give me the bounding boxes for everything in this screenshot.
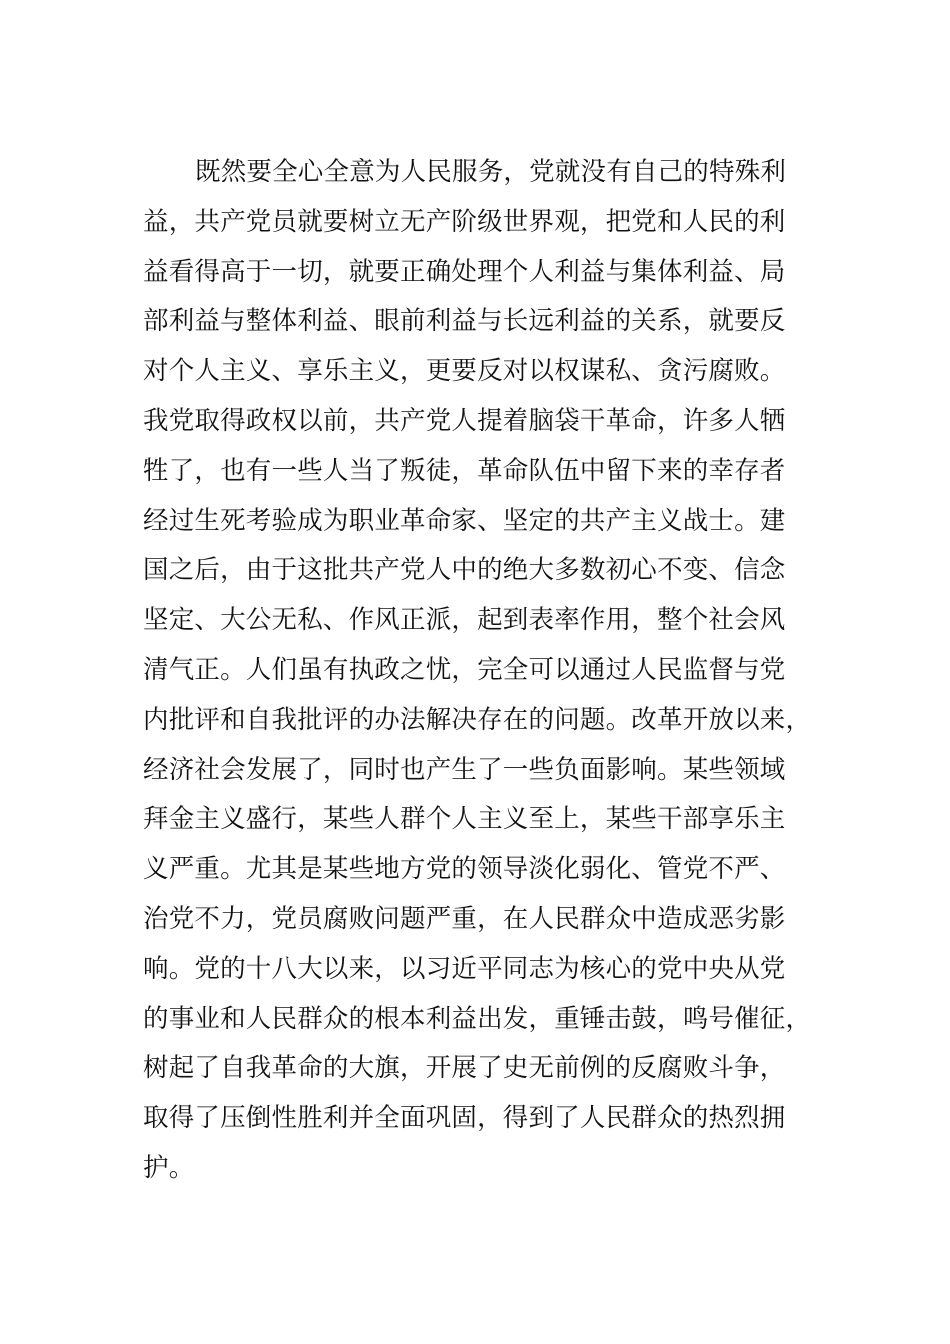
paragraph-line: 经过生死考验成为职业革命家、坚定的共产主义战士。建	[143, 505, 786, 536]
paragraph-line: 响。党的十八大以来，以习近平同志为核心的党中央从党	[143, 953, 786, 984]
paragraph-line: 治党不力，党员腐败问题严重，在人民群众中造成恶劣影	[143, 903, 786, 934]
paragraph-line: 义严重。尤其是某些地方党的领导淡化弱化、管党不严、	[143, 854, 786, 885]
paragraph-line: 内批评和自我批评的办法解决存在的问题。改革开放以来，	[143, 704, 812, 735]
paragraph-line: 取得了压倒性胜利并全面巩固，得到了人民群众的热烈拥	[143, 1103, 786, 1134]
paragraph-line: 清气正。人们虽有执政之忧，完全可以通过人民监督与党	[143, 654, 786, 685]
paragraph-line: 树起了自我革命的大旗，开展了史无前例的反腐败斗争，	[143, 1053, 786, 1084]
paragraph-line: 益，共产党员就要树立无产阶级世界观，把党和人民的利	[143, 206, 786, 237]
paragraph-line: 拜金主义盛行，某些人群个人主义至上，某些干部享乐主	[143, 804, 786, 835]
paragraph-line: 国之后，由于这批共产党人中的绝大多数初心不变、信念	[143, 555, 786, 586]
body-paragraph	[143, 148, 813, 1194]
paragraph-line: 部利益与整体利益、眼前利益与长远利益的关系，就要反	[143, 306, 786, 337]
paragraph-line: 益看得高于一切，就要正确处理个人利益与集体利益、局	[143, 256, 786, 287]
paragraph-line: 我党取得政权以前，共产党人提着脑袋干革命，许多人牺	[143, 405, 786, 436]
paragraph-line: 护。	[143, 1152, 195, 1183]
paragraph-line: 既然要全心全意为人民服务，党就没有自己的特殊利	[195, 157, 787, 187]
paragraph-line: 坚定、大公无私、作风正派，起到表率作用，整个社会风	[143, 605, 786, 636]
paragraph-line: 对个人主义、享乐主义，更要反对以权谋私、贪污腐败。	[143, 356, 786, 387]
paragraph-line: 经济社会发展了，同时也产生了一些负面影响。某些领域	[143, 754, 786, 785]
paragraph-line: 牲了，也有一些人当了叛徒，革命队伍中留下来的幸存者	[143, 455, 786, 486]
paragraph-line: 的事业和人民群众的根本利益出发，重锤击鼓，鸣号催征，	[143, 1003, 812, 1034]
